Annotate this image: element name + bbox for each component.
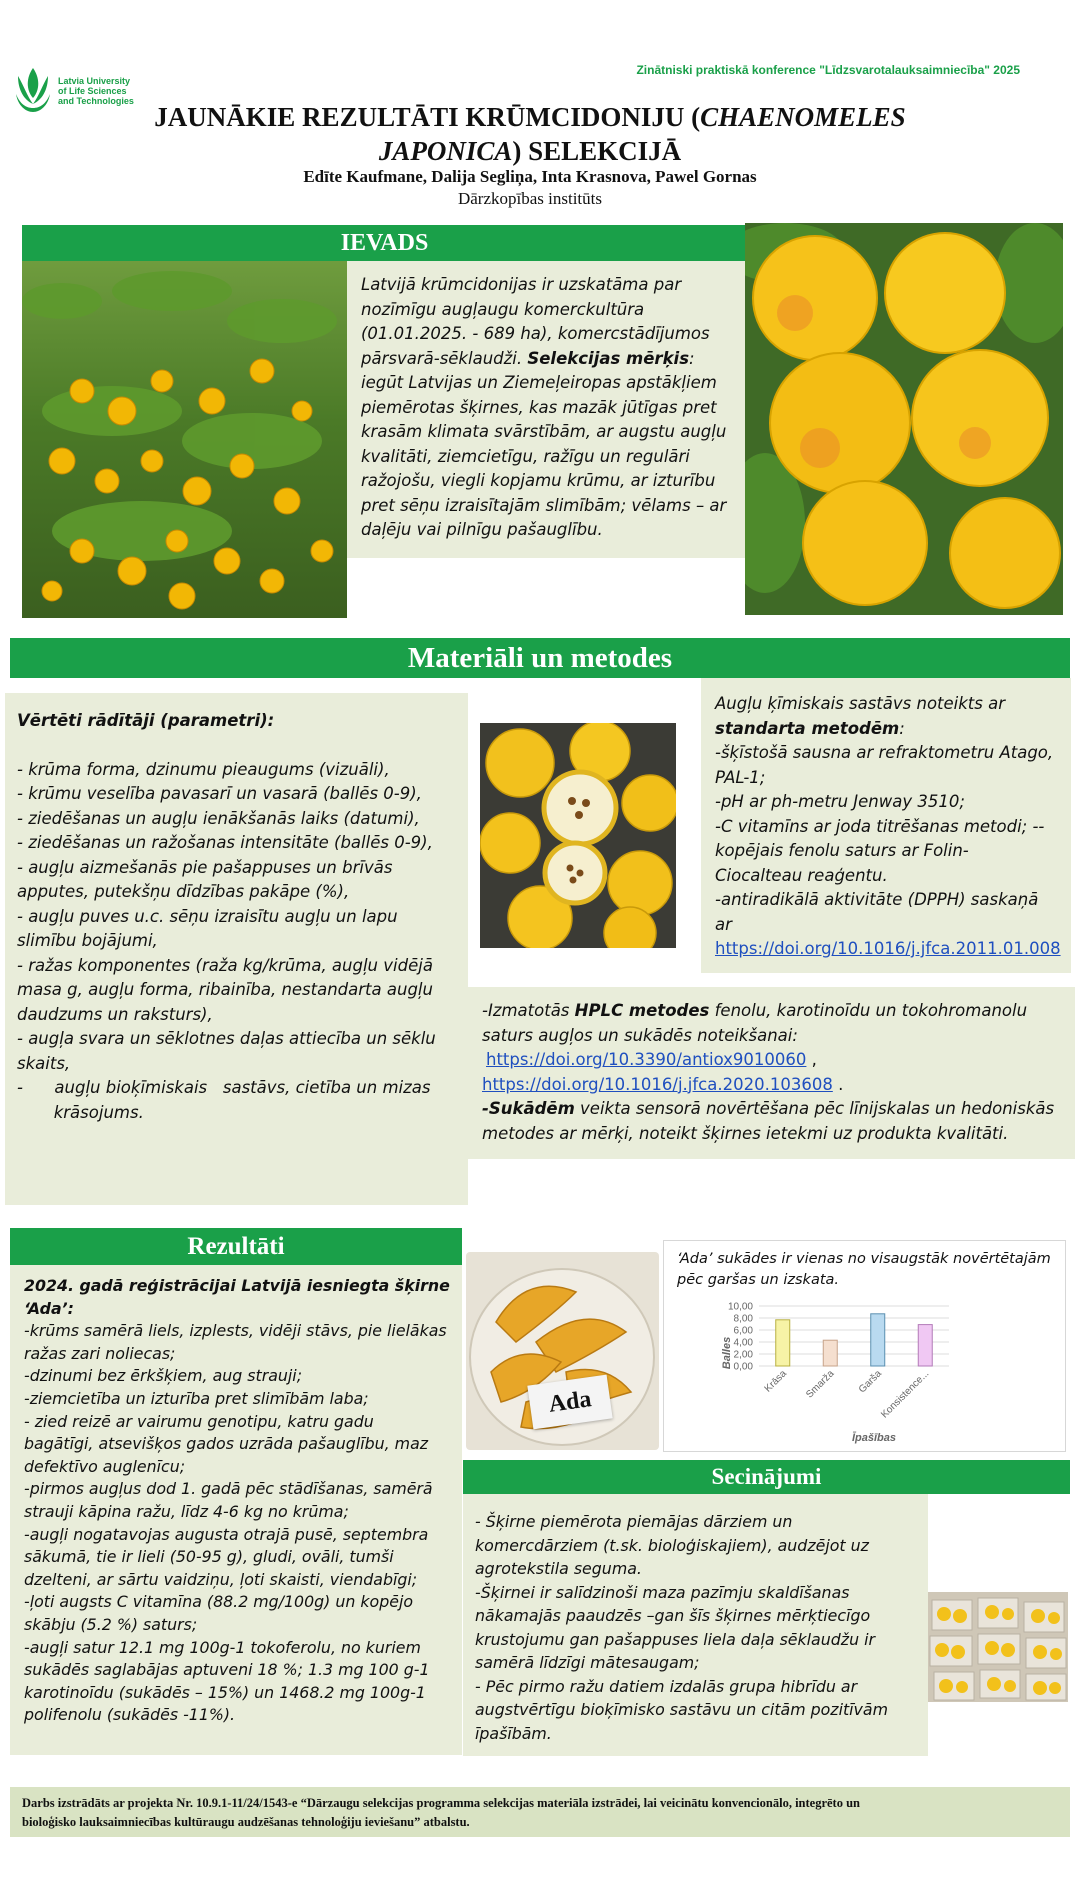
- intro-line: iegūt Latvijas un Ziemeļeiropas apstākļiem: [361, 373, 717, 392]
- chart-y-tick-label: 2,00: [733, 1349, 753, 1361]
- result-item: -krūms samērā liels, izplests, vidēji stāvs, pie lielākas: [24, 1321, 447, 1341]
- chart-y-tick-label: 10,00: [727, 1301, 753, 1313]
- intro-line: daļēju vai pilnīgu pašauglību.: [361, 520, 603, 539]
- ada-label-text: Ada: [547, 1386, 593, 1418]
- result-item: polifenolu (sukādēs -11%).: [24, 1705, 236, 1725]
- param-item: - augļu aizmešanās pie pašappuses un brīvās: [17, 857, 393, 877]
- param-item: - augļu puves u.c. sēņu izraisītu augļu un lapu: [17, 906, 398, 926]
- result-item: -dzinumi bez ērkšķiem, aug strauji;: [24, 1366, 303, 1386]
- result-item: -ziemcietība un izturība pret slimībām laba;: [24, 1388, 369, 1408]
- chart-caption: pēc garšas un izskata.: [677, 1272, 840, 1288]
- candied-quince-ada-photo: [466, 1252, 659, 1450]
- param-item: slimību bojājumi,: [17, 931, 158, 950]
- intro-goal-colon: :: [689, 348, 695, 368]
- quince-halves-photo: [480, 723, 676, 948]
- result-item: -augļi nogatavojas augusta otrajā pusē, septembra: [24, 1524, 429, 1544]
- param-item: - augļu bioķīmiskais sastāvs, cietība un mizas: [17, 1078, 431, 1097]
- result-item: strauji kāpina ražu, līdz 4-6 kg no krūma;: [24, 1501, 349, 1521]
- param-item: - ziedēšanas un ražošanas intensitāte (ballēs 0-9),: [17, 833, 433, 852]
- param-item: - ziedēšanas un augļu ienākšanās laiks (datumi),: [17, 808, 420, 828]
- result-item: -pirmos augļus dod 1. gadā pēc stādīšanas, samērā: [24, 1479, 433, 1499]
- authors: Edīte Kaufmane, Dalija Segliņa, Inta Krasnova, Pawel Gornas: [303, 167, 757, 186]
- chart-x-axis-label: Īpašības: [851, 1432, 897, 1444]
- footer-line: bioloģisko lauksaimniecības kultūraugu audzēšanas tehnoloģiju ieviešanu” atbalstu.: [22, 1815, 470, 1829]
- logo-text-line1: Latvia University: [58, 76, 131, 86]
- institute: Dārzkopības institūts: [457, 189, 602, 208]
- result-item: -ļoti augsts C vitamīna (88.2 mg/100g) un kopējo: [24, 1592, 414, 1612]
- conclusion-item: komercdārziem (t.sk. bioloģiskajiem), audzējot uz: [475, 1535, 869, 1555]
- conclusion-item: īpašībām.: [475, 1723, 552, 1743]
- logo-text-line3: and Technologies: [58, 96, 134, 106]
- intro-line: piemērotas šķirnes, kas mazāk jūtīgas pret: [361, 397, 717, 417]
- results-panel: [10, 1265, 462, 1755]
- conclusions-header: Secinājumi: [463, 1460, 1070, 1494]
- chart-bar: [871, 1314, 885, 1366]
- param-item: krāsojums.: [17, 1102, 144, 1122]
- chart-bar: [918, 1325, 932, 1366]
- hplc-link-sep: .: [832, 1074, 844, 1094]
- intro-line: pārsvarā-sēklaudži.: [361, 348, 528, 368]
- intro-line: ražojošu, viegli kopjamu krūmu, ar izturību: [361, 471, 716, 490]
- chem-line: ar: [715, 914, 732, 934]
- jfca-doi-link[interactable]: https://doi.org/10.1016/j.jfca.2020.103608: [482, 1074, 833, 1094]
- result-item: ražas zari noliecas;: [24, 1343, 176, 1363]
- conclusion-item: - Šķirne piemērota piemājas dārziem un: [475, 1512, 793, 1531]
- quince-bush-photo: [22, 261, 347, 618]
- university-logo-icon: [12, 62, 54, 116]
- intro-line: Latvijā krūmcidonijas ir uzskatāma par: [361, 275, 682, 294]
- intro-line: (01.01.2025. - 689 ha), komercstādījumos: [361, 324, 710, 343]
- param-item: skaits,: [17, 1053, 71, 1073]
- chart-bar: [776, 1320, 790, 1366]
- conclusion-item: nākamajās paaudzēs –gan šīs šķirnes mērķtiecīgo: [475, 1606, 871, 1625]
- chart-x-tick-label: Krāsa: [762, 1368, 789, 1395]
- title-line2-italic: JAPONICA: [378, 136, 513, 166]
- param-item: - ražas komponentes (raža kg/krūma, augļu vidējā: [17, 955, 433, 975]
- conclusion-item: krustojumu gan pašappuses liela daļa sēklaudžu ir: [475, 1629, 875, 1649]
- param-item: - krūma forma, dzinumu pieaugums (vizuāli),: [17, 759, 390, 779]
- intro-line: kvalitāti, ziemcietīgu, ražīgu un regulāri: [361, 446, 690, 466]
- chart-y-tick-label: 0,00: [733, 1361, 753, 1373]
- chem-line: Augļu ķīmiskais sastāvs noteikts ar: [715, 694, 1005, 713]
- intro-line: krasām klimata svārstībām, ar augstu augļu: [361, 422, 727, 441]
- result-item: skābju (5.2 %) saturs;: [24, 1614, 198, 1634]
- results-header: Rezultāti: [10, 1228, 462, 1265]
- title-line1-prefix: JAUNĀKIE REZULTĀTI KRŪMCIDONIJU (: [154, 102, 701, 132]
- chart-x-tick-label: Smarža: [804, 1368, 837, 1401]
- fruit-boxes-photo: [928, 1592, 1068, 1702]
- result-item: karotinoīdu (sukādēs – 15%) un 1468.2 mg 100g-1: [24, 1682, 426, 1702]
- hplc-line: metodes ar mērķi, noteikt šķirnes ietekmi uz produkta kvalitāti.: [482, 1123, 1009, 1143]
- antiox-doi-link[interactable]: https://doi.org/10.3390/antiox9010060: [486, 1050, 807, 1069]
- chem-line: -pH ar ph-metru Jenway 3510;: [715, 792, 965, 811]
- params-panel: [5, 693, 468, 1205]
- chem-line: -antiradikālā aktivitāte (DPPH) saskaņā: [715, 890, 1039, 909]
- chart-y-axis-label: Balles: [721, 1336, 733, 1370]
- conclusion-item: -Šķirnei ir salīdzinoši maza pazīmju skaldīšanas: [475, 1582, 850, 1602]
- chem-line: kopējais fenolu saturs ar Folin-: [715, 841, 969, 860]
- hplc-methods-panel: [468, 987, 1075, 1159]
- hplc-line: veikta sensorā novērtēšana pēc līnijskalas un hedoniskās: [574, 1099, 1055, 1118]
- poster-title: [130, 100, 930, 168]
- sensory-chart-box: [663, 1240, 1066, 1452]
- chem-line: -šķīstošā sausna ar refraktometru Atago,: [715, 743, 1054, 762]
- intro-header: IEVADS: [22, 225, 747, 261]
- title-line1-italic: CHAENOMELES: [700, 102, 906, 132]
- param-item: apputes, putekšņu dīdzības pakāpe (%),: [17, 882, 350, 901]
- chart-y-tick-label: 4,00: [733, 1337, 753, 1349]
- hplc-methods-label: HPLC metodes: [574, 1001, 710, 1020]
- funding-footer: [10, 1787, 1070, 1837]
- chem-line: -C vitamīns ar joda titrēšanas metodi; --: [715, 816, 1045, 836]
- conclusion-item: - Pēc pirmo ražu datiem izdalās grupa hibrīdu ar: [475, 1676, 858, 1696]
- chart-caption: ‘Ada’ sukādes ir vienas no visaugstāk novērtētajām: [677, 1251, 1051, 1267]
- chem-standard-methods: standarta metodēm: [715, 718, 900, 738]
- result-item: sākumā, tie ir lieli (50-95 g), gludi, ovāli, tumši: [24, 1547, 394, 1567]
- conference-title: Zinātniski praktiskā konference "Līdzsvarotalauksaimniecība" 2025: [636, 63, 1020, 77]
- chart-x-tick-label: Konsistence...: [879, 1368, 932, 1421]
- fruits-illustration-icon: [745, 223, 1063, 615]
- hplc-line: fenolu, karotinoīdu un tokohromanolu: [709, 1001, 1028, 1020]
- result-item: defektīvo auglenīcu;: [24, 1456, 186, 1476]
- params-title: Vērtēti rādītāji (parametri):: [17, 711, 275, 730]
- param-item: - augļa svara un sēklotnes daļas attiecība un sēklu: [17, 1029, 436, 1048]
- bush-illustration-icon: [22, 261, 347, 618]
- halved-quince-icon: [480, 723, 676, 948]
- conclusion-item: samērā līdzīgi mātesaugam;: [475, 1653, 700, 1672]
- param-item: masa g, augļu forma, ribainība, nestandarta augļu: [17, 980, 433, 999]
- conclusions-panel: [463, 1494, 928, 1756]
- conclusion-item: agrotekstila seguma.: [475, 1559, 642, 1578]
- sensory-bar-chart: [664, 1241, 1067, 1453]
- param-item: daudzums un raksturs),: [17, 1004, 213, 1024]
- intro-line: pret sēņu izraisītajām slimībām; vēlams – ar: [361, 495, 727, 515]
- chem-line: PAL-1;: [715, 767, 766, 787]
- hplc-link-sep: ,: [806, 1050, 817, 1069]
- logo: [12, 62, 142, 116]
- methods-header: Materiāli un metodes: [10, 638, 1070, 678]
- chem-line: :: [899, 718, 905, 738]
- hplc-line: saturs augļos un sukādēs noteikšanai:: [482, 1025, 798, 1045]
- result-item: dzelteni, ar sārtu vaidziņu, ļoti skaisti, viendabīgi;: [24, 1569, 418, 1589]
- logo-text-line2: of Life Sciences: [58, 86, 127, 96]
- hplc-line: -Izmatotās: [482, 1001, 575, 1020]
- fruit-boxes-icon: [928, 1592, 1068, 1702]
- chem-line: Ciocalteau reaģentu.: [715, 865, 888, 885]
- chart-y-tick-label: 8,00: [733, 1313, 753, 1325]
- sukades-label: -Sukādēm: [482, 1099, 575, 1118]
- dpph-doi-link[interactable]: https://doi.org/10.1016/j.jfca.2011.01.008: [715, 939, 1061, 958]
- intro-text-panel: [347, 261, 747, 558]
- results-title: 2024. gadā reģistrācijai Latvijā iesniegta šķirne: [24, 1276, 450, 1295]
- result-item: bagātīgi, atsevišķos gados uzrāda pašauglību, maz: [24, 1434, 429, 1454]
- footer-line: Darbs izstrādāts ar projekta Nr. 10.9.1-11/24/1543-e “Dārzaugu selekcijas programma selekcijas materiāla izstrādei, lai veicinātu konvencionālo, integrēto un: [22, 1796, 861, 1810]
- result-item: -augļi satur 12.1 mg 100g-1 tokoferolu, no kuriem: [24, 1637, 421, 1657]
- results-variety-name: ‘Ada’:: [24, 1298, 74, 1318]
- intro-goal-label: Selekcijas mērķis: [527, 348, 690, 368]
- chemical-methods-panel: [701, 678, 1071, 973]
- result-item: sukādēs saglabājas aptuveni 18 %; 1.3 mg 100 g-1: [24, 1660, 430, 1680]
- chart-x-tick-label: Garša: [856, 1368, 884, 1396]
- intro-line: nozīmīgu augļaugu komerckultūra: [361, 299, 645, 319]
- chart-y-tick-label: 6,00: [733, 1325, 753, 1337]
- chart-bar: [823, 1340, 837, 1366]
- param-item: - krūmu veselība pavasarī un vasarā (ballēs 0-9),: [17, 784, 422, 803]
- title-line2-suffix: ) SELEKCIJĀ: [512, 136, 682, 166]
- result-item: - zied reizē ar vairumu genotipu, katru gadu: [24, 1411, 374, 1431]
- conclusion-item: augstvērtīgu bioķīmisko sastāvu un citām pozitīvām: [475, 1700, 888, 1719]
- quince-fruits-closeup-photo: [745, 223, 1063, 615]
